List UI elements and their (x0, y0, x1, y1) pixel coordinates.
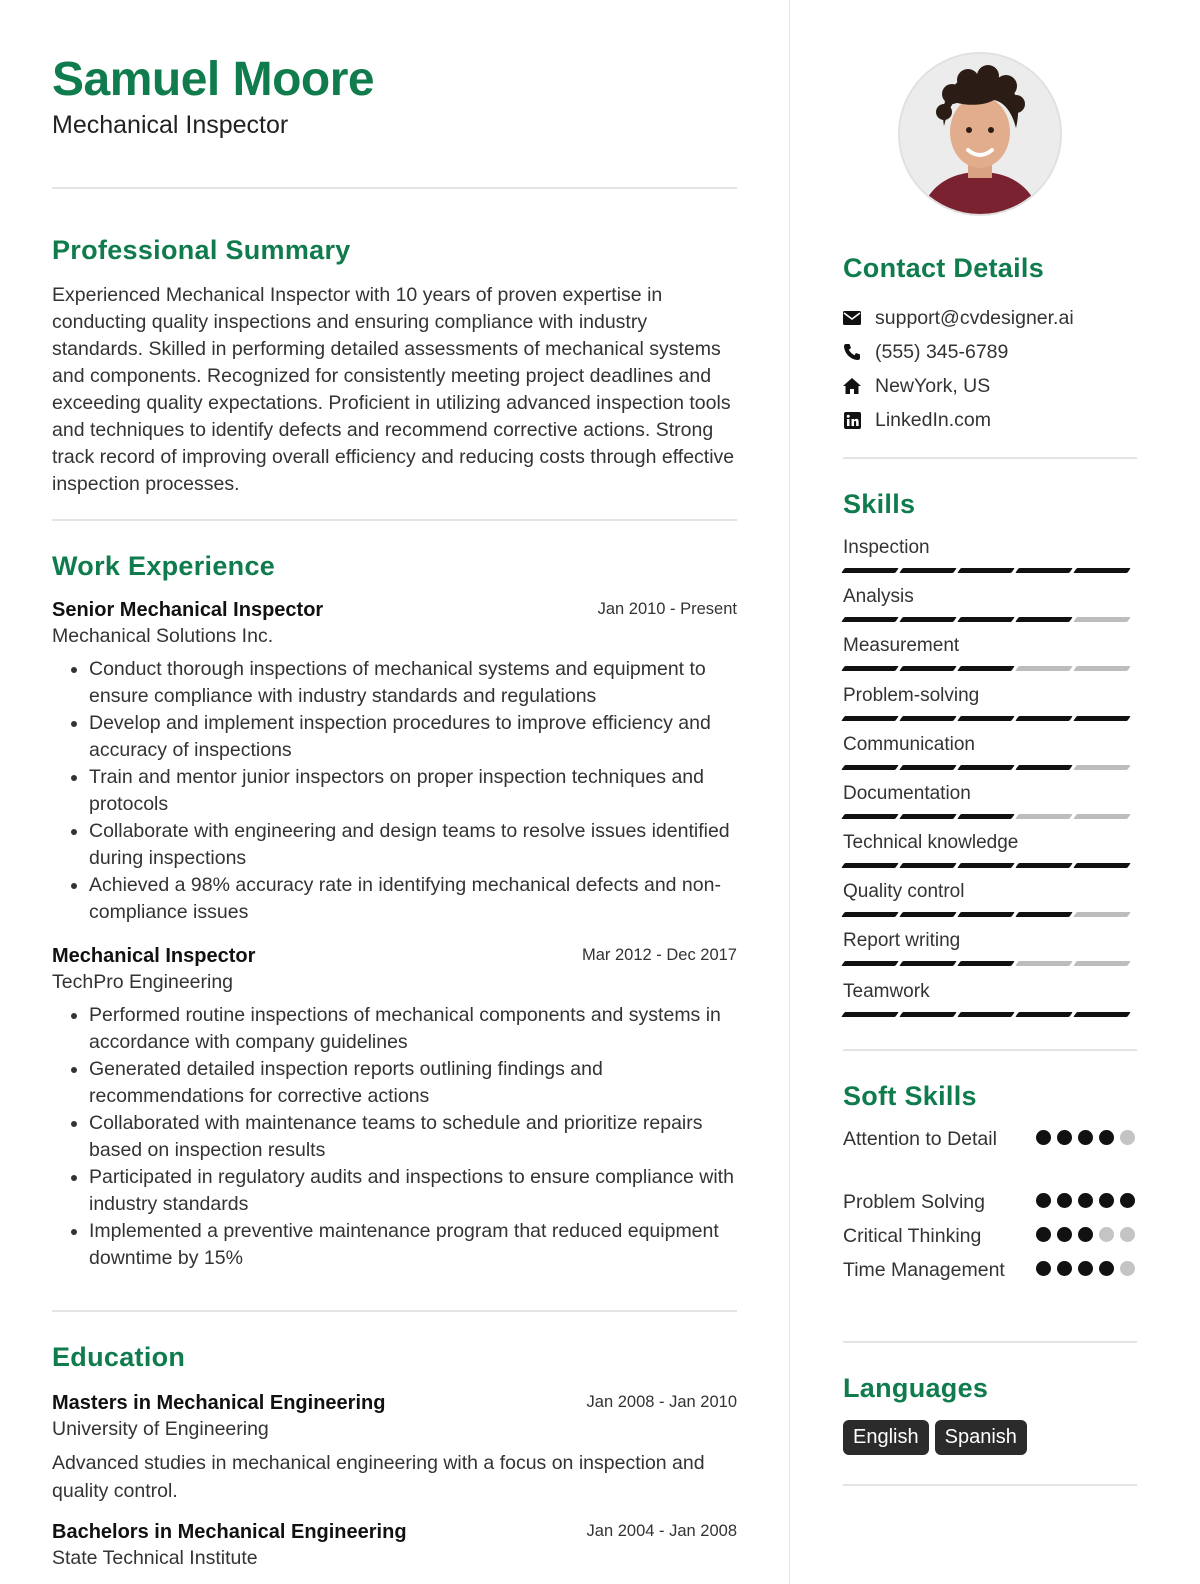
skill-level-segment (841, 716, 899, 721)
education-dates: Jan 2008 - Jan 2010 (586, 1393, 737, 1411)
summary-text: Experienced Mechanical Inspector with 10 years of proven expertise in conducting quality inspections and ensuring compliance with industry standards. Skilled in performing detailed assessments of mechanical systems and components. Recognized for consistently meeting project deadlines and exceeding quality expectations. Proficient in utilizing advanced inspection tools and techniques to identify defects and recommend corrective actions. Strong track record of improving overall efficiency and reducing costs through effective inspection processes. (52, 284, 735, 495)
skill-level-bar (843, 912, 1137, 917)
skill-level-segment (899, 617, 957, 622)
rating-dot (1120, 1261, 1135, 1276)
skill-level-segment (841, 814, 899, 819)
contact-location (843, 371, 990, 401)
education-description: Advanced studies in mechanical engineering with a focus on inspection and quality control. (52, 1452, 705, 1502)
rating-dot (1078, 1193, 1093, 1208)
skill-level-segment (957, 863, 1015, 868)
job-dates: Jan 2010 - Present (597, 600, 737, 618)
skill-level-segment (841, 1012, 899, 1017)
soft-skill-item (843, 1126, 1137, 1153)
job-bullets (52, 1002, 737, 1272)
skill-level-segment (1015, 666, 1073, 671)
contact-divider (843, 457, 1137, 459)
skill-level-bar (843, 765, 1137, 770)
experience-heading: Work Experience (52, 551, 276, 581)
skill-level-segment (957, 912, 1015, 917)
skill-name: Measurement (843, 635, 960, 656)
rating-dot (1120, 1193, 1135, 1208)
job-bullet: • Develop and implement inspection procedures to improve efficiency and accuracy of inspections (89, 710, 737, 764)
skill-level-segment (1073, 912, 1131, 917)
soft-skill-name: Critical Thinking (843, 1225, 982, 1247)
soft-skill-item (843, 1223, 1137, 1250)
soft-skills-divider (843, 1341, 1137, 1343)
education-entry (52, 1519, 737, 1572)
skill-level-segment (957, 814, 1015, 819)
skill-level-segment (1073, 814, 1131, 819)
skill-level-bar (843, 1012, 1137, 1017)
job-bullet: • Train and mentor junior inspectors on proper inspection techniques and protocols (89, 764, 737, 818)
skill-level-segment (957, 716, 1015, 721)
candidate-name: Samuel Moore (52, 53, 375, 106)
school-name: University of Engineering (52, 1418, 269, 1440)
contact-linkedin[interactable] (843, 405, 991, 435)
skill-level-segment (899, 961, 957, 966)
soft-skill-rating (1036, 1193, 1141, 1208)
rating-dot (1120, 1130, 1135, 1145)
soft-skill-name: Attention to Detail (843, 1128, 997, 1150)
skill-item (843, 880, 1137, 917)
skill-level-segment (1073, 666, 1131, 671)
soft-skills-heading: Soft Skills (843, 1081, 977, 1111)
skill-level-bar (843, 666, 1137, 671)
skill-level-segment (1073, 765, 1131, 770)
skill-name: Analysis (843, 586, 914, 607)
skill-name: Report writing (843, 930, 961, 951)
skill-name: Communication (843, 734, 975, 755)
rating-dot (1099, 1227, 1114, 1242)
degree-title: Bachelors in Mechanical Engineering (52, 1521, 407, 1543)
rating-dot (1057, 1130, 1072, 1145)
language-tags (843, 1420, 1033, 1455)
envelope-icon (843, 309, 861, 327)
skill-item (843, 831, 1137, 868)
rating-dot (1057, 1193, 1072, 1208)
language-tag: Spanish (935, 1420, 1027, 1455)
rating-dot (1099, 1261, 1114, 1276)
rating-dot (1036, 1227, 1051, 1242)
education-dates: Jan 2004 - Jan 2008 (586, 1522, 737, 1540)
skill-level-segment (841, 863, 899, 868)
skill-level-segment (1073, 568, 1131, 573)
skill-level-segment (1015, 863, 1073, 868)
rating-dot (1120, 1227, 1135, 1242)
rating-dot (1036, 1261, 1051, 1276)
skill-level-segment (841, 765, 899, 770)
skill-level-segment (899, 666, 957, 671)
contact-phone[interactable] (843, 337, 1008, 367)
skill-level-segment (1015, 912, 1073, 917)
skill-level-segment (899, 716, 957, 721)
skill-level-bar (843, 863, 1137, 868)
rating-dot (1078, 1261, 1093, 1276)
header-divider (52, 187, 737, 189)
soft-skill-name: Problem Solving (843, 1191, 985, 1213)
rating-dot (1078, 1227, 1093, 1242)
contact-heading: Contact Details (843, 253, 1045, 283)
education-entry (52, 1390, 737, 1505)
soft-skill-rating (1036, 1261, 1141, 1276)
skill-level-segment (841, 961, 899, 966)
skill-level-segment (1015, 961, 1073, 966)
job-entry (52, 943, 737, 1272)
job-bullet: • Performed routine inspections of mechanical components and systems in accordance with company guidelines (89, 1002, 737, 1056)
education-heading: Education (52, 1342, 186, 1372)
contact-linkedin-text: LinkedIn.com (875, 408, 991, 431)
skill-level-segment (957, 1012, 1015, 1017)
profile-photo (898, 52, 1062, 216)
skill-level-segment (1015, 814, 1073, 819)
skill-level-segment (1015, 1012, 1073, 1017)
skill-level-segment (1073, 961, 1131, 966)
skill-level-segment (1073, 863, 1131, 868)
skill-item (843, 585, 1137, 622)
job-title: Mechanical Inspector (52, 945, 256, 967)
job-bullet: • Generated detailed inspection reports outlining findings and recommendations for corrective actions (89, 1056, 737, 1110)
soft-skill-name: Time Management (843, 1259, 1005, 1281)
job-title: Senior Mechanical Inspector (52, 599, 324, 621)
skill-level-segment (899, 1012, 957, 1017)
skill-level-bar (843, 814, 1137, 819)
linkedin-icon (843, 411, 861, 429)
job-company: Mechanical Solutions Inc. (52, 625, 274, 647)
skill-level-segment (957, 617, 1015, 622)
rating-dot (1036, 1193, 1051, 1208)
skill-level-segment (899, 912, 957, 917)
skill-level-bar (843, 617, 1137, 622)
skill-name: Inspection (843, 537, 930, 558)
job-bullet: • Achieved a 98% accuracy rate in identifying mechanical defects and non-compliance issues (89, 872, 737, 926)
job-bullets (52, 656, 737, 926)
job-dates: Mar 2012 - Dec 2017 (581, 946, 737, 964)
skill-level-segment (957, 666, 1015, 671)
job-bullet: • Implemented a preventive maintenance program that reduced equipment downtime by 15% (89, 1218, 737, 1272)
job-bullet: • Collaborated with maintenance teams to schedule and prioritize repairs based on inspection results (89, 1110, 737, 1164)
skill-level-bar (843, 568, 1137, 573)
skill-level-segment (1073, 1012, 1131, 1017)
experience-divider (52, 1310, 737, 1312)
skill-level-segment (957, 961, 1015, 966)
contact-email[interactable] (843, 303, 1074, 333)
skill-level-segment (899, 765, 957, 770)
job-entry (52, 597, 737, 926)
skill-item (843, 536, 1137, 573)
rating-dot (1078, 1130, 1093, 1145)
skill-level-segment (1015, 568, 1073, 573)
languages-divider (843, 1484, 1137, 1486)
skill-item (843, 782, 1137, 819)
languages-heading: Languages (843, 1373, 989, 1403)
job-company: TechPro Engineering (52, 971, 234, 993)
home-icon (843, 377, 861, 395)
skill-name: Quality control (843, 881, 965, 902)
skill-name: Problem-solving (843, 685, 980, 706)
contact-location-text: NewYork, US (875, 374, 991, 397)
skill-item (843, 733, 1137, 770)
soft-skill-rating (1036, 1130, 1141, 1145)
skill-level-segment (1015, 617, 1073, 622)
school-name: State Technical Institute (52, 1547, 258, 1569)
skill-level-segment (957, 568, 1015, 573)
skill-level-segment (899, 568, 957, 573)
rating-dot (1057, 1227, 1072, 1242)
rating-dot (1057, 1261, 1072, 1276)
skill-level-segment (957, 765, 1015, 770)
skill-level-segment (899, 863, 957, 868)
summary-heading: Professional Summary (52, 235, 351, 265)
rating-dot (1099, 1193, 1114, 1208)
skill-level-segment (841, 912, 899, 917)
contact-email-text: support@cvdesigner.ai (875, 306, 1074, 329)
soft-skill-item (843, 1189, 1137, 1216)
skill-level-segment (841, 617, 899, 622)
skill-name: Teamwork (843, 981, 930, 1002)
language-tag: English (843, 1420, 929, 1455)
candidate-role: Mechanical Inspector (52, 111, 289, 139)
skill-item (843, 634, 1137, 671)
degree-title: Masters in Mechanical Engineering (52, 1392, 386, 1414)
skill-item (843, 684, 1137, 721)
soft-skill-item (843, 1257, 1137, 1284)
soft-skill-rating (1036, 1227, 1141, 1242)
skill-level-segment (1015, 765, 1073, 770)
job-bullet: • Conduct thorough inspections of mechanical systems and equipment to ensure compliance with industry standards and regulations (89, 656, 737, 710)
skill-item (843, 929, 1137, 966)
skill-item (843, 980, 1137, 1017)
job-bullet: • Participated in regulatory audits and inspections to ensure compliance with industry standards (89, 1164, 737, 1218)
rating-dot (1036, 1130, 1051, 1145)
skill-level-segment (1015, 716, 1073, 721)
phone-icon (843, 343, 861, 361)
rating-dot (1099, 1130, 1114, 1145)
skill-name: Documentation (843, 783, 971, 804)
avatar-illustration (900, 54, 1060, 214)
summary-divider (52, 519, 737, 521)
skills-heading: Skills (843, 489, 916, 519)
skill-name: Technical knowledge (843, 832, 1019, 853)
skill-level-bar (843, 961, 1137, 966)
job-bullet: • Collaborate with engineering and design teams to resolve issues identified during inspections (89, 818, 737, 872)
skill-level-segment (899, 814, 957, 819)
skill-level-segment (841, 666, 899, 671)
skill-level-segment (1073, 716, 1131, 721)
skill-level-bar (843, 716, 1137, 721)
skills-divider (843, 1049, 1137, 1051)
column-divider (789, 0, 790, 1584)
skill-level-segment (1073, 617, 1131, 622)
skill-level-segment (841, 568, 899, 573)
contact-phone-text: (555) 345-6789 (875, 340, 1009, 363)
